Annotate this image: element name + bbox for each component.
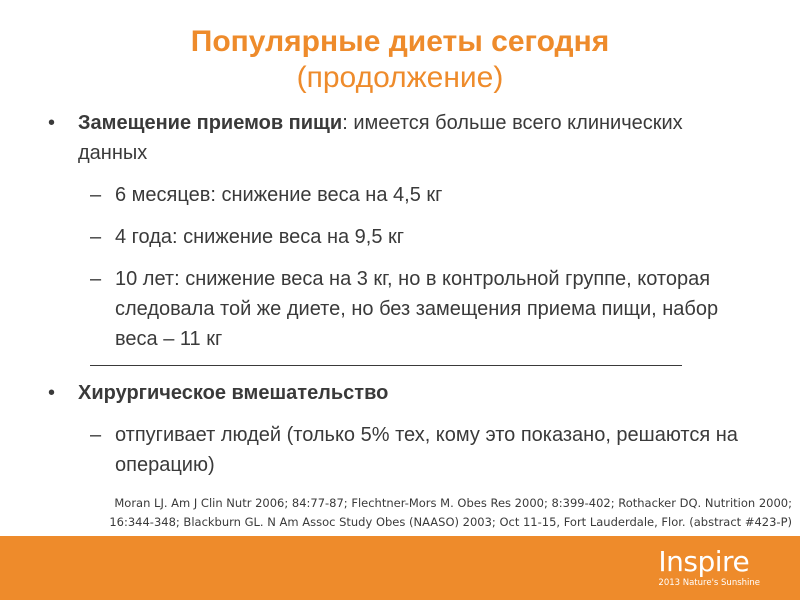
separator-line xyxy=(90,365,682,366)
sub-bullet-item xyxy=(0,264,800,354)
sub-bullet-text: 6 месяцев: снижение веса на 4,5 кг xyxy=(115,184,443,206)
logo-word: Inspire xyxy=(658,545,750,578)
sub-bullet-item xyxy=(0,222,800,252)
sub-bullet-item xyxy=(0,420,800,480)
reference-line: Moran LJ. Am J Clin Nutr 2006; 84:77-87; Flechtner-Mors M. Obes Res 2000; 8:399-402; Rothacker DQ. Nutrition 2000; xyxy=(114,496,792,510)
sub-bullet-text: отпугивает людей (только 5% тех, кому это показано, решаются на операцию) xyxy=(115,424,738,476)
footer-bar xyxy=(0,536,800,600)
bullet-marker: • xyxy=(48,382,56,404)
bullet-bold-text: Замещение приемов пищи xyxy=(78,112,343,134)
sub-bullet-marker: – xyxy=(90,226,102,248)
references xyxy=(32,494,792,532)
sub-bullet-item xyxy=(0,180,800,210)
inspire-logo xyxy=(658,545,760,588)
sub-bullet-text: 10 лет: снижение веса на 3 кг, но в контрольной группе, которая следовала той же диете, но без замещения приема пищи, набор веса – 11 кг xyxy=(115,268,719,350)
bullet-text: : имеется больше всего клинических данных xyxy=(78,112,683,164)
sub-bullet-marker: – xyxy=(90,424,102,446)
slide-title: Популярные диеты сегодня xyxy=(190,25,610,58)
sub-bullet-marker: – xyxy=(90,184,102,206)
bullet-bold-text: Хирургическое вмешательство xyxy=(78,382,389,404)
bullet-item-meal-replacement xyxy=(0,108,800,168)
sub-bullet-text: 4 года: снижение веса на 9,5 кг xyxy=(115,226,405,248)
reference-line: 16:344-348; Blackburn GL. N Am Assoc Study Obes (NAASO) 2003; Oct 11-15, Fort Lauderdale, Flor. (abstract #423-P) xyxy=(109,515,792,529)
slide-content-surgery xyxy=(0,378,800,480)
slide-title-block xyxy=(0,24,800,96)
bullet-marker: • xyxy=(48,112,56,134)
logo-subtext: 2013 Nature's Sunshine xyxy=(658,578,760,588)
slide-content xyxy=(0,108,800,354)
slide-subtitle: (продолжение) xyxy=(296,61,504,94)
bullet-item-surgery xyxy=(0,378,800,408)
sub-bullet-marker: – xyxy=(90,268,102,290)
